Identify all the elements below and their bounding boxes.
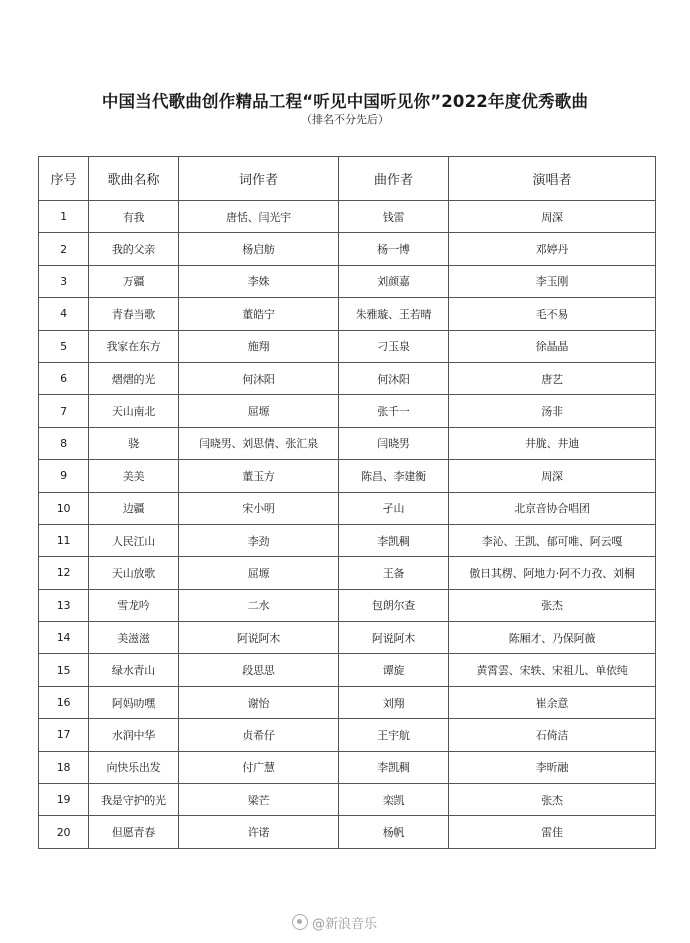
cell-performer: 毛不易 (449, 298, 656, 330)
cell-performer: 周深 (449, 460, 656, 492)
cell-performer: 李沁、王凯、郁可唯、阿云嘎 (449, 524, 656, 556)
cell-index: 10 (39, 492, 89, 524)
cell-index: 11 (39, 524, 89, 556)
cell-lyricist: 段思思 (179, 654, 339, 686)
cell-lyricist: 何沐阳 (179, 362, 339, 394)
cell-song-name: 美滋滋 (89, 622, 179, 654)
cell-performer: 汤非 (449, 395, 656, 427)
cell-lyricist: 二水 (179, 589, 339, 621)
table-row (39, 654, 656, 686)
table-row (39, 427, 656, 459)
cell-lyricist: 唐恬、闫光宇 (179, 201, 339, 233)
cell-composer: 王备 (339, 557, 449, 589)
cell-index: 6 (39, 362, 89, 394)
cell-lyricist: 梁芒 (179, 784, 339, 816)
cell-composer: 王宇航 (339, 719, 449, 751)
cell-performer: 周深 (449, 201, 656, 233)
table-body (39, 201, 656, 849)
table-row (39, 784, 656, 816)
cell-index: 8 (39, 427, 89, 459)
table-row (39, 330, 656, 362)
table-row (39, 686, 656, 718)
watermark-text: @新浪音乐 (312, 917, 378, 932)
cell-composer: 包朗尔查 (339, 589, 449, 621)
cell-song-name: 阿妈叻嘿 (89, 686, 179, 718)
cell-index: 20 (39, 816, 89, 848)
cell-performer: 井胧、井迪 (449, 427, 656, 459)
cell-song-name: 有我 (89, 201, 179, 233)
cell-song-name: 绿水青山 (89, 654, 179, 686)
cell-song-name: 天山南北 (89, 395, 179, 427)
cell-index: 2 (39, 233, 89, 265)
cell-index: 12 (39, 557, 89, 589)
cell-lyricist: 屈塬 (179, 557, 339, 589)
cell-song-name: 万疆 (89, 265, 179, 297)
cell-lyricist: 董玉方 (179, 460, 339, 492)
cell-composer: 何沐阳 (339, 362, 449, 394)
cell-index: 7 (39, 395, 89, 427)
cell-index: 13 (39, 589, 89, 621)
cell-song-name: 雪龙吟 (89, 589, 179, 621)
cell-song-name: 美美 (89, 460, 179, 492)
cell-song-name: 人民江山 (89, 524, 179, 556)
cell-index: 9 (39, 460, 89, 492)
cell-performer: 北京音协合唱团 (449, 492, 656, 524)
table-row (39, 589, 656, 621)
cell-song-name: 但愿青春 (89, 816, 179, 848)
cell-performer: 徐晶晶 (449, 330, 656, 362)
header-composer: 曲作者 (339, 157, 449, 201)
header-song-name: 歌曲名称 (89, 157, 179, 201)
table-row (39, 751, 656, 783)
watermark (292, 913, 377, 932)
cell-song-name: 水润中华 (89, 719, 179, 751)
document-title: 中国当代歌曲创作精品工程“听见中国听见你”2022年度优秀歌曲 (101, 92, 589, 111)
table-row (39, 557, 656, 589)
cell-performer: 李昕融 (449, 751, 656, 783)
cell-composer: 杨帆 (339, 816, 449, 848)
table-row (39, 816, 656, 848)
header-performer: 演唱者 (449, 157, 656, 201)
cell-index: 18 (39, 751, 89, 783)
cell-lyricist: 李劲 (179, 524, 339, 556)
cell-performer: 李玉刚 (449, 265, 656, 297)
cell-composer: 谭旋 (339, 654, 449, 686)
cell-composer: 阿说阿木 (339, 622, 449, 654)
cell-performer: 石倚洁 (449, 719, 656, 751)
cell-composer: 李凯稠 (339, 524, 449, 556)
cell-performer: 陈厢才、乃保阿薇 (449, 622, 656, 654)
cell-performer: 唐艺 (449, 362, 656, 394)
cell-performer: 邓婷丹 (449, 233, 656, 265)
cell-lyricist: 屈塬 (179, 395, 339, 427)
cell-performer: 张杰 (449, 784, 656, 816)
table-row (39, 492, 656, 524)
table-header (39, 157, 656, 201)
cell-lyricist: 杨启舫 (179, 233, 339, 265)
cell-song-name: 我的父亲 (89, 233, 179, 265)
cell-index: 15 (39, 654, 89, 686)
cell-composer: 孑山 (339, 492, 449, 524)
table-row (39, 460, 656, 492)
cell-index: 16 (39, 686, 89, 718)
cell-performer: 雷佳 (449, 816, 656, 848)
cell-composer: 刁玉泉 (339, 330, 449, 362)
cell-song-name: 边疆 (89, 492, 179, 524)
cell-index: 5 (39, 330, 89, 362)
cell-index: 1 (39, 201, 89, 233)
cell-lyricist: 贞希仔 (179, 719, 339, 751)
header-lyricist: 词作者 (179, 157, 339, 201)
table-row (39, 622, 656, 654)
cell-lyricist: 许诺 (179, 816, 339, 848)
cell-performer: 黄霄雲、宋轶、宋祖儿、单依纯 (449, 654, 656, 686)
table-row (39, 719, 656, 751)
songs-table (38, 156, 656, 849)
cell-lyricist: 宋小明 (179, 492, 339, 524)
table-row (39, 524, 656, 556)
cell-index: 14 (39, 622, 89, 654)
cell-song-name: 向快乐出发 (89, 751, 179, 783)
cell-index: 4 (39, 298, 89, 330)
cell-lyricist: 谢怡 (179, 686, 339, 718)
cell-lyricist: 阿说阿木 (179, 622, 339, 654)
cell-composer: 刘翔 (339, 686, 449, 718)
cell-composer: 陈昌、李建衡 (339, 460, 449, 492)
cell-composer: 朱雅璇、王若晴 (339, 298, 449, 330)
cell-performer: 傲日其楞、阿地力·阿不力孜、刘桐 (449, 557, 656, 589)
header-row (39, 157, 656, 201)
cell-song-name: 熠熠的光 (89, 362, 179, 394)
table-row (39, 233, 656, 265)
weibo-logo-icon (292, 914, 308, 930)
cell-lyricist: 付广慧 (179, 751, 339, 783)
cell-performer: 张杰 (449, 589, 656, 621)
cell-composer: 刘颜嘉 (339, 265, 449, 297)
cell-composer: 闫晓男 (339, 427, 449, 459)
header-index: 序号 (39, 157, 89, 201)
cell-song-name: 我家在东方 (89, 330, 179, 362)
cell-song-name: 天山放歌 (89, 557, 179, 589)
cell-performer: 崔余意 (449, 686, 656, 718)
cell-composer: 李凯稠 (339, 751, 449, 783)
cell-composer: 栾凯 (339, 784, 449, 816)
cell-index: 17 (39, 719, 89, 751)
cell-lyricist: 李姝 (179, 265, 339, 297)
cell-song-name: 青春当歌 (89, 298, 179, 330)
table-row (39, 298, 656, 330)
cell-lyricist: 闫晓男、刘思倩、张汇泉 (179, 427, 339, 459)
table-row (39, 265, 656, 297)
cell-composer: 杨一博 (339, 233, 449, 265)
table-row (39, 362, 656, 394)
document-subtitle: （排名不分先后） (301, 113, 389, 126)
cell-index: 3 (39, 265, 89, 297)
cell-composer: 张千一 (339, 395, 449, 427)
cell-lyricist: 施翔 (179, 330, 339, 362)
table-row (39, 201, 656, 233)
cell-composer: 钱雷 (339, 201, 449, 233)
cell-song-name: 我是守护的光 (89, 784, 179, 816)
cell-song-name: 骁 (89, 427, 179, 459)
cell-index: 19 (39, 784, 89, 816)
table-row (39, 395, 656, 427)
cell-lyricist: 董皓宁 (179, 298, 339, 330)
